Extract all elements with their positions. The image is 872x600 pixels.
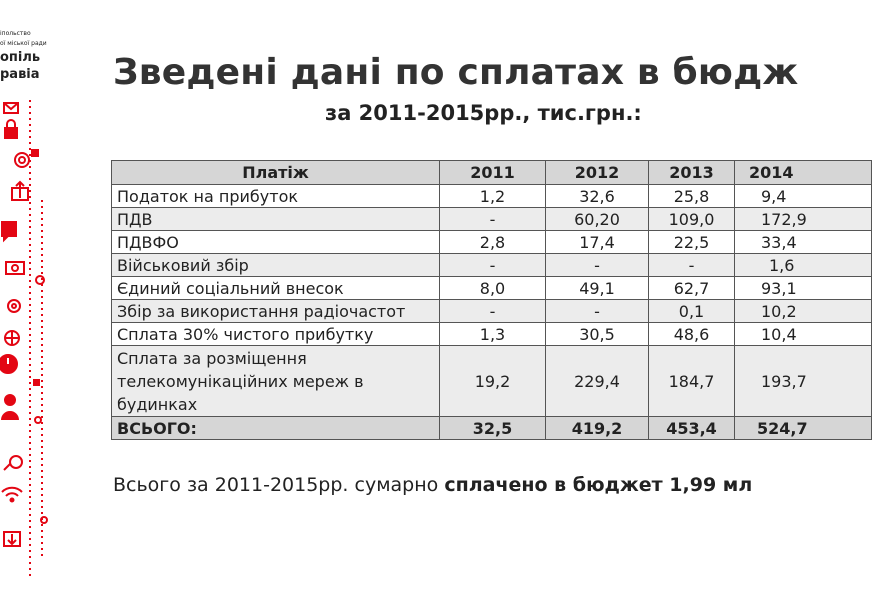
camera-icon bbox=[6, 262, 24, 274]
icon-pattern bbox=[0, 0, 62, 600]
value-cell: 8,0 bbox=[440, 277, 546, 300]
value-cell: 184,7 bbox=[649, 346, 735, 417]
value-cell: 2,8 bbox=[440, 231, 546, 254]
value-cell: 30,5 bbox=[546, 323, 649, 346]
column-header-year: 2013 bbox=[649, 161, 735, 185]
payments-table-container bbox=[111, 160, 808, 439]
value-cell: - bbox=[546, 254, 649, 277]
value-cell: 1,3 bbox=[440, 323, 546, 346]
column-header-year: 2014 bbox=[735, 161, 872, 185]
summary-text bbox=[113, 474, 752, 496]
table-header-row bbox=[112, 161, 872, 185]
value-cell: 48,6 bbox=[649, 323, 735, 346]
chat-bubble-icon bbox=[2, 222, 16, 240]
table-total-row bbox=[112, 417, 872, 440]
value-cell: 1,2 bbox=[440, 185, 546, 208]
value-cell: - bbox=[440, 208, 546, 231]
payment-name-cell: ПДВФО bbox=[112, 231, 440, 254]
value-cell: 33,4 bbox=[735, 231, 872, 254]
value-cell: 62,7 bbox=[649, 277, 735, 300]
value-cell: 22,5 bbox=[649, 231, 735, 254]
value-cell: - bbox=[649, 254, 735, 277]
clock-icon bbox=[0, 355, 17, 373]
logo-title-line2: равіа bbox=[0, 67, 40, 82]
value-cell: - bbox=[440, 254, 546, 277]
table-row bbox=[112, 277, 872, 300]
value-cell: 229,4 bbox=[546, 346, 649, 417]
wifi-icon bbox=[2, 488, 22, 502]
logo-caption-line2: ої міської ради bbox=[0, 40, 47, 47]
person-icon bbox=[2, 395, 18, 420]
payment-name-cell: Військовий збір bbox=[112, 254, 440, 277]
value-cell: 10,4 bbox=[735, 323, 872, 346]
value-cell: 109,0 bbox=[649, 208, 735, 231]
table-row bbox=[112, 208, 872, 231]
upload-icon bbox=[12, 182, 28, 200]
globe-icon bbox=[5, 331, 19, 345]
payment-name-cell: Збір за використання радіочастот bbox=[112, 300, 440, 323]
column-header-payment: Платіж bbox=[112, 161, 440, 185]
mail-icon bbox=[4, 103, 18, 113]
summary-prefix: Всього за 2011-2015рр. сумарно bbox=[113, 474, 445, 496]
value-cell: 32,6 bbox=[546, 185, 649, 208]
payment-name-cell: Сплата за розміщення телекомунікаційних мереж в будинках bbox=[112, 346, 440, 417]
link-icon bbox=[4, 456, 22, 470]
table-row bbox=[112, 231, 872, 254]
settings-icon bbox=[8, 300, 20, 312]
value-cell: 60,20 bbox=[546, 208, 649, 231]
value-cell: 0,1 bbox=[649, 300, 735, 323]
page-subtitle: за 2011-2015рр., тис.грн.: bbox=[325, 101, 642, 125]
payment-name-cell: ПДВ bbox=[112, 208, 440, 231]
at-sign-icon bbox=[15, 153, 29, 167]
column-header-year: 2011 bbox=[440, 161, 546, 185]
value-cell: 19,2 bbox=[440, 346, 546, 417]
total-value-cell: 419,2 bbox=[546, 417, 649, 440]
table-row bbox=[112, 185, 872, 208]
value-cell: 17,4 bbox=[546, 231, 649, 254]
value-cell: 25,8 bbox=[649, 185, 735, 208]
column-header-year: 2012 bbox=[546, 161, 649, 185]
table-row bbox=[112, 254, 872, 277]
payments-table bbox=[111, 160, 872, 440]
download-icon bbox=[4, 532, 20, 546]
total-value-cell: 524,7 bbox=[735, 417, 872, 440]
value-cell: - bbox=[546, 300, 649, 323]
total-label-cell: ВСЬОГО: bbox=[112, 417, 440, 440]
total-value-cell: 453,4 bbox=[649, 417, 735, 440]
payment-name-cell: Сплата 30% чистого прибутку bbox=[112, 323, 440, 346]
value-cell: 93,1 bbox=[735, 277, 872, 300]
total-value-cell: 32,5 bbox=[440, 417, 546, 440]
value-cell: 49,1 bbox=[546, 277, 649, 300]
value-cell: 10,2 bbox=[735, 300, 872, 323]
value-cell: - bbox=[440, 300, 546, 323]
value-cell: 193,7 bbox=[735, 346, 872, 417]
value-cell: 172,9 bbox=[735, 208, 872, 231]
logo-title-line1: опіль bbox=[0, 50, 41, 65]
table-row bbox=[112, 323, 872, 346]
logo-caption-line1: іпольство bbox=[0, 30, 31, 37]
value-cell: 9,4 bbox=[735, 185, 872, 208]
value-cell: 1,6 bbox=[735, 254, 872, 277]
payment-name-cell: Єдиний соціальний внесок bbox=[112, 277, 440, 300]
lock-icon bbox=[5, 120, 17, 138]
payment-name-cell: Податок на прибуток bbox=[112, 185, 440, 208]
decorative-sidebar bbox=[0, 0, 62, 600]
table-row bbox=[112, 346, 872, 417]
table-row bbox=[112, 300, 872, 323]
page-title: Зведені дані по сплатах в бюдж bbox=[113, 52, 799, 93]
summary-emphasis: сплачено в бюджет 1,99 мл bbox=[444, 474, 753, 496]
